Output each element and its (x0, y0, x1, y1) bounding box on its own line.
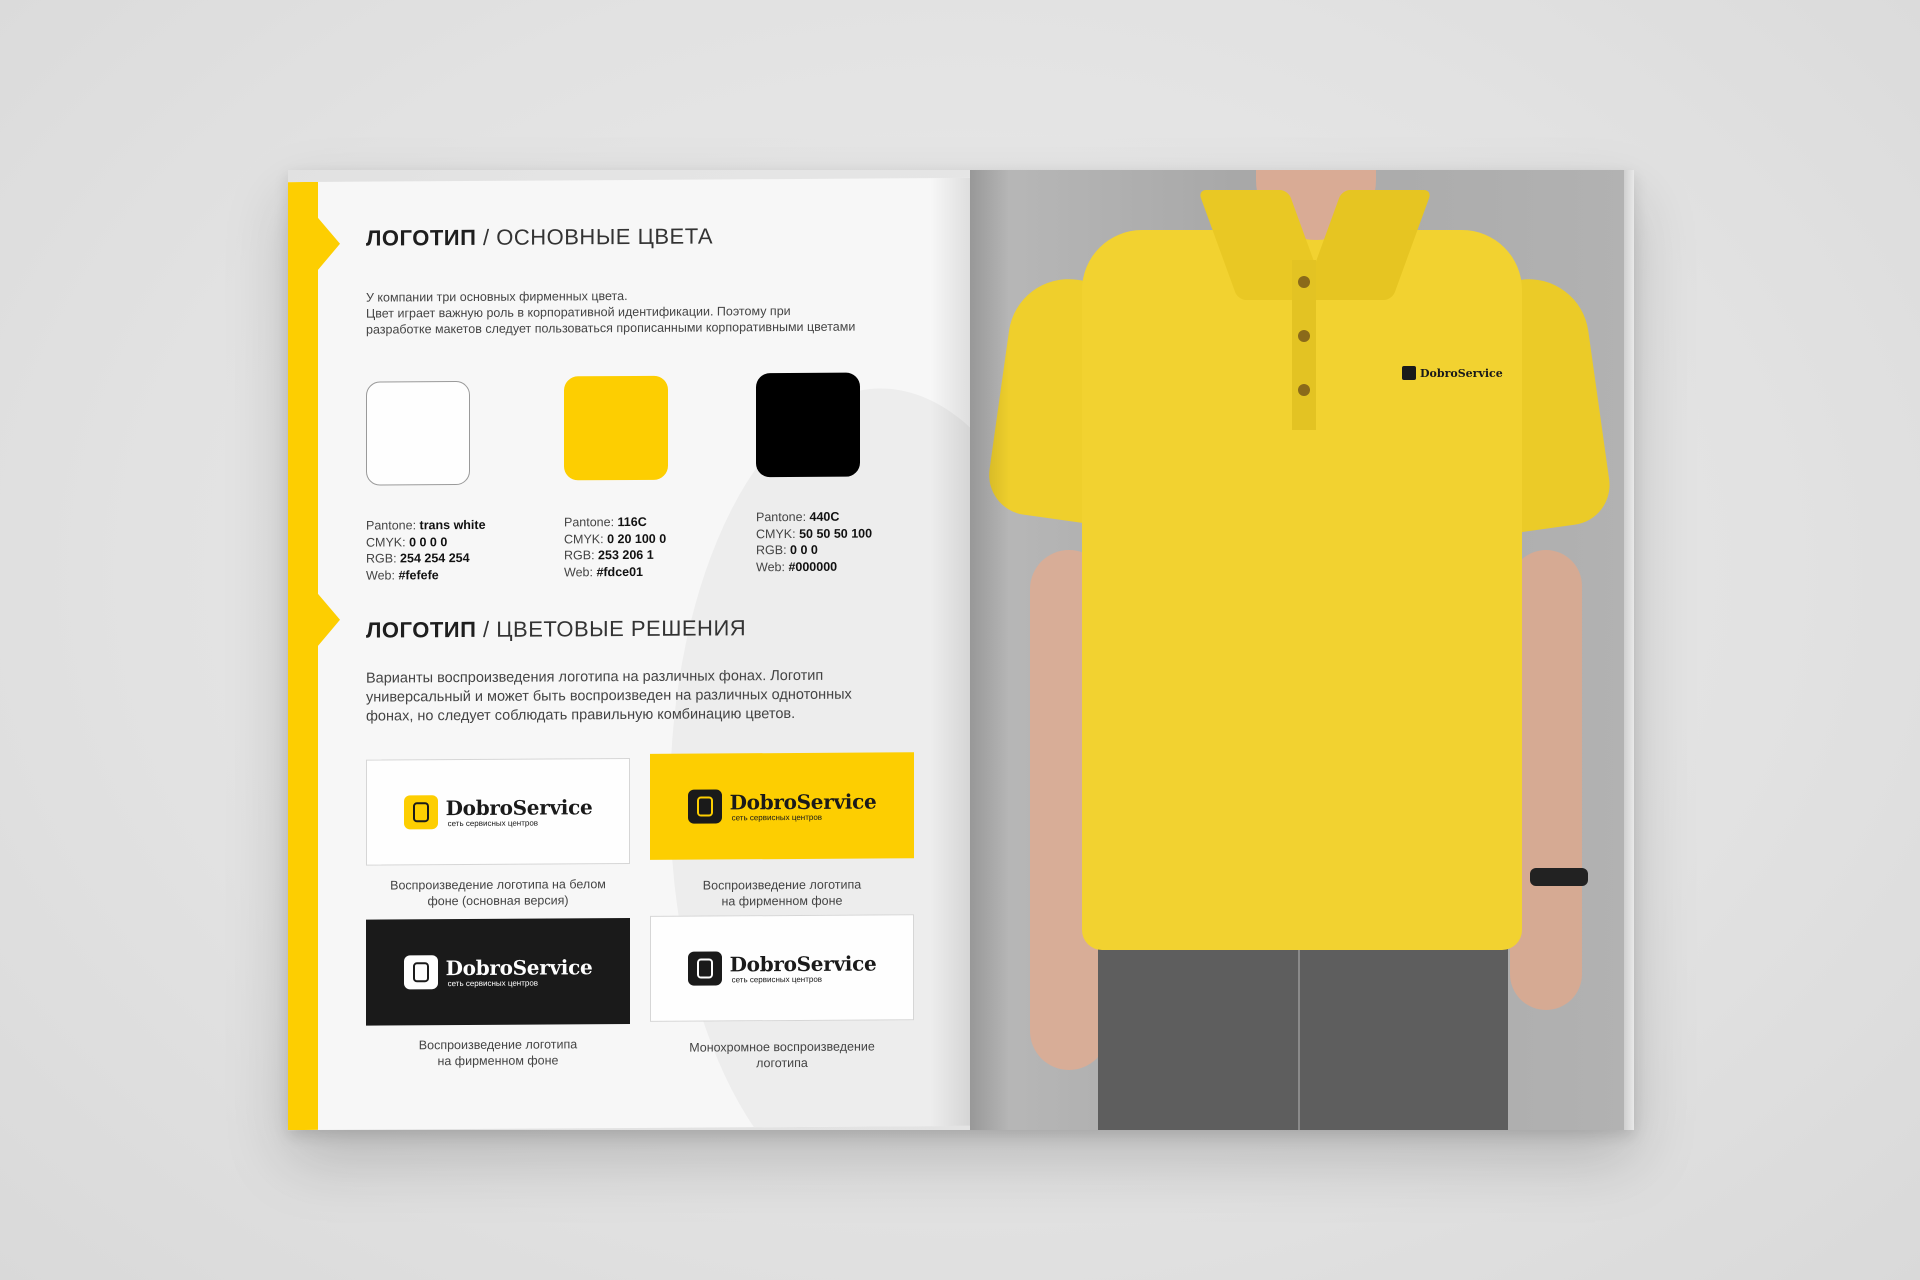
color-spec-black (756, 509, 872, 576)
logo-mark-icon (688, 789, 722, 823)
spec-label: RGB: (756, 543, 787, 558)
logo-tagline: сеть сервисных центров (731, 974, 823, 984)
logo-name: DobroService (729, 950, 877, 976)
logo-card-yellow (650, 752, 914, 860)
spec-label: Web: (564, 564, 593, 579)
spec-pantone: 440C (809, 509, 840, 524)
section-heading-color-solutions (366, 615, 746, 643)
spec-web: #fefefe (398, 567, 439, 582)
spec-rgb: 253 206 1 (598, 547, 654, 563)
heading-light: / ОСНОВНЫЕ ЦВЕТА (483, 223, 714, 250)
spec-web: #000000 (788, 559, 838, 574)
caption-line: на фирменном фоне (721, 893, 843, 909)
caption-line: логотипа (756, 1055, 808, 1071)
brochure-spread (288, 170, 1634, 1130)
logo-name: DobroService (729, 788, 877, 814)
heading-light: / ЦВЕТОВЫЕ РЕШЕНИЯ (483, 615, 747, 642)
heading-bold: ЛОГОТИП (366, 224, 477, 251)
shirt-button (1298, 276, 1310, 288)
intro-line: разработке макетов следует пользоваться прописанными корпоративными цветами (366, 319, 856, 337)
spec-cmyk: 0 0 0 0 (409, 534, 448, 549)
logo-card-black (366, 918, 630, 1026)
logo-tagline: сеть сервисных центров (447, 978, 539, 988)
gutter-shadow (930, 178, 970, 1126)
caption-line: Воспроизведение логотипа (418, 1037, 578, 1053)
shirt-logo-name: DobroService (1420, 366, 1503, 380)
desc-line: универсальный и может быть воспроизведен на различных однотонных (366, 686, 852, 706)
intro-line: Цвет играет важную роль в корпоративной идентификации. Поэтому при (366, 304, 791, 321)
logo-caption (650, 1038, 914, 1072)
color-spec-yellow (564, 514, 666, 581)
intro-line: У компании три основных фирменных цвета. (366, 289, 628, 305)
spec-label: Web: (366, 567, 395, 583)
yellow-edge-strip (288, 182, 318, 1130)
right-page-shirt-mockup (970, 170, 1634, 1130)
spec-label: RGB: (366, 551, 397, 566)
spec-label: RGB: (564, 548, 595, 563)
color-spec-white (366, 517, 486, 584)
color-swatch-white (366, 381, 470, 486)
spec-pantone: trans white (419, 517, 486, 533)
spec-label: Pantone: (564, 515, 615, 530)
section-heading-main-colors (366, 223, 713, 251)
shirt-button (1298, 384, 1310, 396)
logo-mark-icon (688, 951, 722, 985)
logo-mark-icon (404, 795, 438, 829)
dobroservice-logo (688, 788, 877, 823)
logo-card-white (366, 758, 630, 866)
bracelet (1530, 868, 1588, 886)
shirt-logo-mark-icon (1402, 366, 1416, 380)
shirt-logo (1402, 366, 1503, 380)
dobroservice-logo (404, 794, 593, 829)
caption-line: Воспроизведение логотипа (702, 877, 862, 893)
spec-cmyk: 50 50 50 100 (799, 526, 873, 541)
page-edge (1624, 170, 1634, 1130)
section-tab-marker (318, 218, 340, 270)
spec-label: Pantone: (756, 509, 807, 525)
logo-caption (366, 1036, 630, 1070)
color-solutions-text (366, 666, 926, 726)
caption-line: фоне (основная версия) (427, 893, 569, 909)
spec-label: CMYK: (564, 531, 604, 546)
logo-tagline: сеть сервисных центров (731, 812, 823, 822)
spec-rgb: 0 0 0 (790, 542, 818, 558)
dobroservice-logo (404, 954, 593, 989)
gutter-shadow (970, 170, 1010, 1130)
colors-intro-text (366, 286, 926, 337)
logo-mark-icon (404, 955, 438, 989)
logo-tagline: сеть сервисных центров (447, 818, 539, 828)
spec-label: Web: (756, 559, 785, 574)
logo-card-monochrome (650, 914, 914, 1022)
spec-pantone: 116C (617, 514, 647, 530)
spec-web: #fdce01 (596, 564, 643, 579)
left-page (288, 178, 970, 1130)
caption-line: на фирменном фоне (437, 1053, 559, 1069)
caption-line: Монохромное воспроизведение (689, 1039, 875, 1055)
logo-caption (366, 876, 630, 910)
dobroservice-logo (688, 950, 877, 985)
spec-label: CMYK: (366, 534, 406, 550)
color-swatch-yellow (564, 376, 668, 481)
section-tab-marker (318, 594, 340, 646)
logo-name: DobroService (445, 954, 593, 980)
logo-caption (650, 876, 914, 910)
heading-bold: ЛОГОТИП (366, 616, 477, 643)
spec-cmyk: 0 20 100 0 (607, 531, 667, 546)
desc-line: фонах, но следует соблюдать правильную комбинацию цветов. (366, 705, 796, 725)
shirt-button (1298, 330, 1310, 342)
spec-rgb: 254 254 254 (400, 550, 470, 566)
desc-line: Варианты воспроизведения логотипа на различных фонах. Логотип (366, 667, 824, 687)
spec-label: CMYK: (756, 526, 796, 541)
color-swatch-black (756, 373, 860, 478)
caption-line: Воспроизведение логотипа на белом (390, 877, 606, 893)
logo-name: DobroService (445, 794, 593, 820)
spec-label: Pantone: (366, 518, 417, 533)
